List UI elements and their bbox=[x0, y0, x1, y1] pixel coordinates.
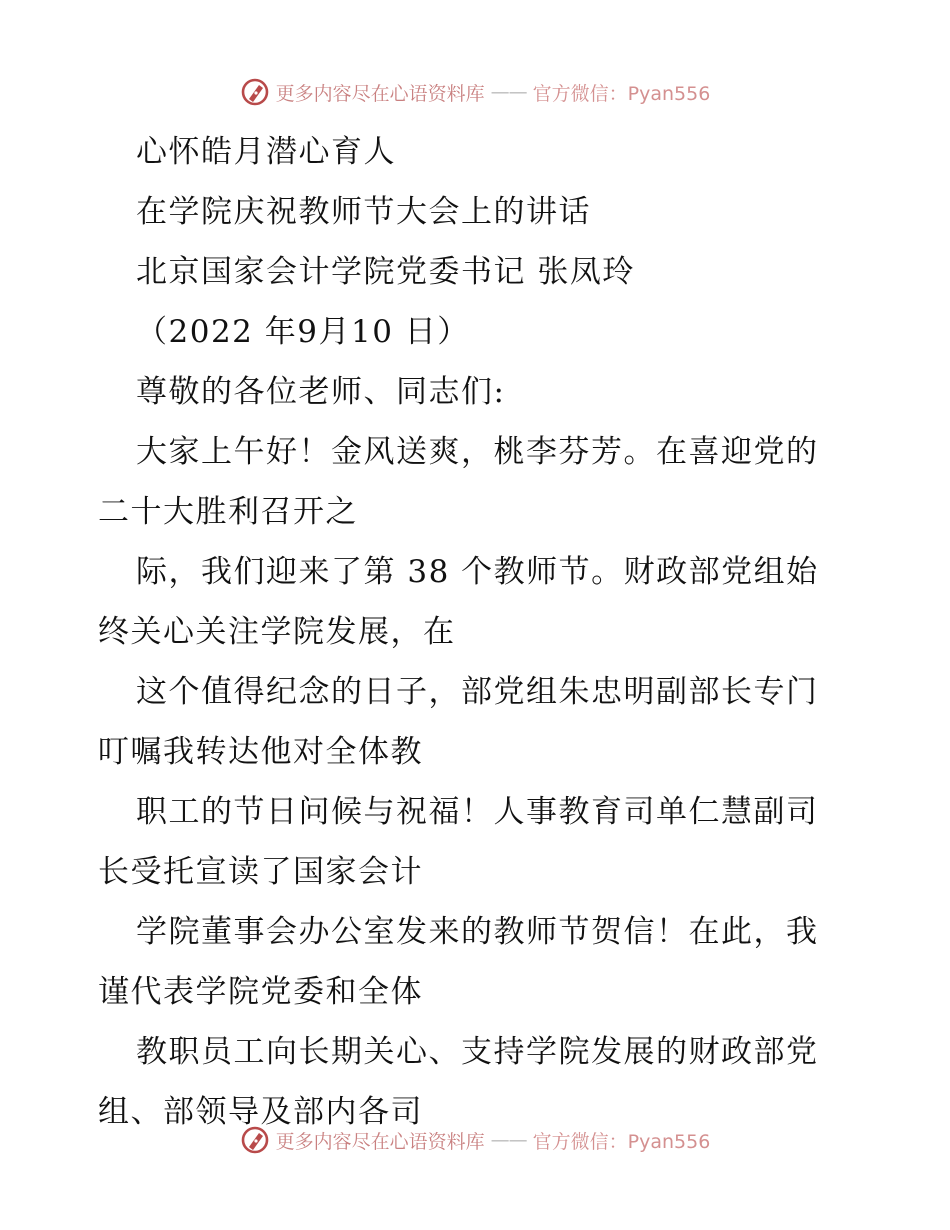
document-line: 大家上午好！金风送爽，桃李芬芳。在喜迎党的 bbox=[136, 434, 819, 470]
document-body bbox=[98, 122, 853, 1142]
document-line: 尊敬的各位老师、同志们: bbox=[136, 374, 506, 410]
header-watermark bbox=[0, 72, 950, 112]
watermark-main-text: 更多内容尽在心语资料库 bbox=[275, 82, 485, 105]
document-line: 叮嘱我转达他对全体教 bbox=[98, 734, 423, 770]
document-line: 二十大胜利召开之 bbox=[98, 494, 358, 530]
document-line: 际，我们迎来了第 38 个教师节。财政部党组始 bbox=[136, 554, 819, 590]
document-line: 教职员工向长期关心、支持学院发展的财政部党 bbox=[136, 1034, 819, 1070]
watermark-main-text: 更多内容尽在心语资料库 bbox=[275, 1130, 485, 1153]
watermark-text-group bbox=[240, 1125, 711, 1155]
watermark-separator: —— bbox=[490, 1129, 527, 1151]
pen-nib-circle-icon bbox=[240, 1125, 270, 1155]
document-line: 谨代表学院党委和全体 bbox=[98, 974, 423, 1010]
watermark-wechat-text: 官方微信：Pyan556 bbox=[532, 1130, 711, 1153]
watermark-text-group bbox=[240, 77, 711, 107]
document-line: 这个值得纪念的日子，部党组朱忠明副部长专门 bbox=[136, 674, 819, 710]
footer-watermark bbox=[0, 1120, 950, 1160]
document-line: 终关心关注学院发展，在 bbox=[98, 614, 456, 650]
document-line: 职工的节日问候与祝福！人事教育司单仁慧副司 bbox=[136, 794, 819, 830]
pen-nib-circle-icon bbox=[240, 77, 270, 107]
document-line: （2022 年9月10 日） bbox=[136, 314, 470, 350]
document-line: 组、部领导及部内各司 bbox=[98, 1094, 423, 1130]
watermark-separator: —— bbox=[490, 81, 527, 103]
watermark-wechat-text: 官方微信：Pyan556 bbox=[532, 82, 711, 105]
document-line: 长受托宣读了国家会计 bbox=[98, 854, 423, 890]
document-line: 心怀皓月潜心育人 bbox=[136, 134, 396, 170]
document-line: 学院董事会办公室发来的教师节贺信！在此，我 bbox=[136, 914, 819, 950]
document-line: 北京国家会计学院党委书记 张凤玲 bbox=[136, 254, 635, 290]
document-line: 在学院庆祝教师节大会上的讲话 bbox=[136, 194, 591, 230]
